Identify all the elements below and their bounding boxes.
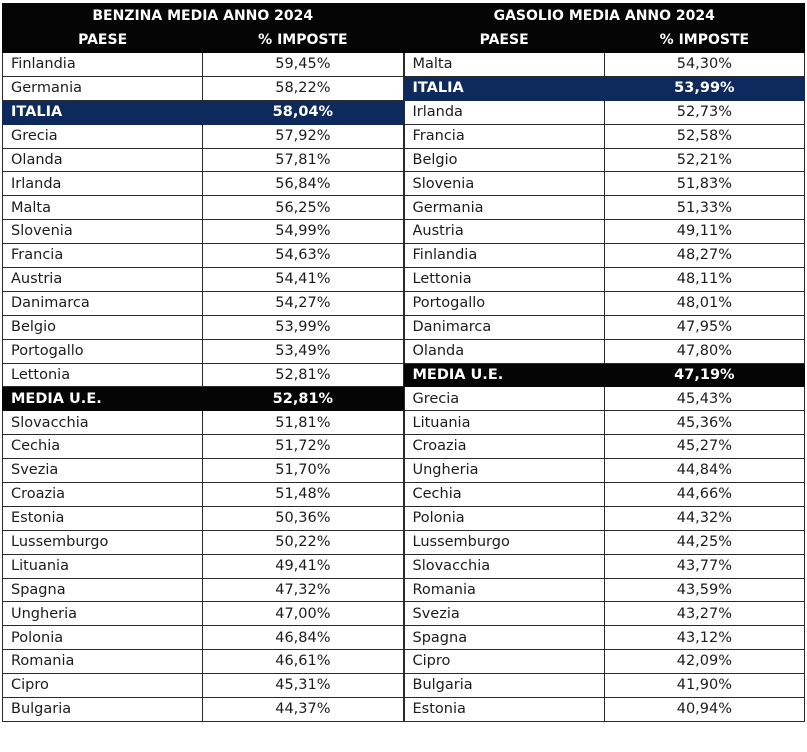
table-row bbox=[404, 268, 805, 292]
tax-percent-cell: 47,19% bbox=[604, 363, 804, 387]
tax-percent-cell: 43,12% bbox=[604, 626, 804, 650]
tax-percent-cell: 52,81% bbox=[203, 363, 403, 387]
benzina-rows bbox=[3, 53, 404, 722]
gasolio-title: GASOLIO MEDIA ANNO 2024 bbox=[404, 4, 805, 29]
table-row bbox=[3, 674, 404, 698]
table-row bbox=[404, 291, 805, 315]
tax-percent-cell: 44,32% bbox=[604, 506, 804, 530]
country-cell: Austria bbox=[3, 268, 203, 292]
country-cell: Estonia bbox=[3, 506, 203, 530]
table-row bbox=[3, 53, 404, 77]
table-row bbox=[404, 172, 805, 196]
table-row bbox=[404, 506, 805, 530]
tax-percent-cell: 44,37% bbox=[203, 698, 403, 722]
country-cell: Portogallo bbox=[3, 339, 203, 363]
country-cell: Slovenia bbox=[404, 172, 604, 196]
tax-percent-cell: 53,49% bbox=[203, 339, 403, 363]
table-row bbox=[404, 100, 805, 124]
table-row bbox=[404, 578, 805, 602]
tax-percent-cell: 51,83% bbox=[604, 172, 804, 196]
table-row bbox=[404, 602, 805, 626]
country-cell: Austria bbox=[404, 220, 604, 244]
eu-average-row bbox=[3, 387, 404, 411]
benzina-table bbox=[2, 3, 404, 722]
gasolio-table bbox=[404, 3, 806, 722]
table-row bbox=[404, 387, 805, 411]
italia-row bbox=[3, 100, 404, 124]
table-row bbox=[3, 459, 404, 483]
table-row bbox=[3, 196, 404, 220]
tax-percent-cell: 53,99% bbox=[203, 315, 403, 339]
country-cell: Danimarca bbox=[3, 291, 203, 315]
gasolio-rows bbox=[404, 53, 805, 722]
country-cell: Svezia bbox=[3, 459, 203, 483]
table-row bbox=[404, 674, 805, 698]
tax-percent-cell: 50,36% bbox=[203, 506, 403, 530]
table-row bbox=[3, 626, 404, 650]
gasolio-column-headers bbox=[404, 28, 805, 53]
table-row bbox=[404, 411, 805, 435]
table-row bbox=[404, 554, 805, 578]
table-row bbox=[404, 626, 805, 650]
table-row bbox=[404, 435, 805, 459]
table-row bbox=[404, 530, 805, 554]
tax-percent-cell: 59,45% bbox=[203, 53, 403, 77]
benzina-title: BENZINA MEDIA ANNO 2024 bbox=[3, 4, 404, 29]
country-cell: Lettonia bbox=[404, 268, 604, 292]
country-cell: Francia bbox=[3, 244, 203, 268]
table-row bbox=[3, 530, 404, 554]
tax-percent-cell: 51,72% bbox=[203, 435, 403, 459]
tax-percent-cell: 58,22% bbox=[203, 76, 403, 100]
table-row bbox=[3, 483, 404, 507]
table-row bbox=[3, 172, 404, 196]
country-cell: Bulgaria bbox=[3, 698, 203, 722]
table-row bbox=[3, 291, 404, 315]
country-cell: Irlanda bbox=[3, 172, 203, 196]
country-cell: Portogallo bbox=[404, 291, 604, 315]
tax-percent-cell: 53,99% bbox=[604, 76, 804, 100]
tax-percent-cell: 47,32% bbox=[203, 578, 403, 602]
tax-percent-cell: 56,25% bbox=[203, 196, 403, 220]
table-row bbox=[3, 435, 404, 459]
tax-percent-cell: 41,90% bbox=[604, 674, 804, 698]
tax-percent-cell: 52,73% bbox=[604, 100, 804, 124]
table-row bbox=[404, 698, 805, 722]
tax-percent-cell: 43,27% bbox=[604, 602, 804, 626]
table-row bbox=[3, 411, 404, 435]
table-row bbox=[404, 148, 805, 172]
country-cell: Cechia bbox=[404, 483, 604, 507]
table-row bbox=[3, 578, 404, 602]
country-cell: Romania bbox=[404, 578, 604, 602]
country-cell: Spagna bbox=[3, 578, 203, 602]
gasolio-col-country: PAESE bbox=[404, 28, 604, 53]
country-cell: Croazia bbox=[3, 483, 203, 507]
tax-percent-cell: 54,99% bbox=[203, 220, 403, 244]
country-cell: Lituania bbox=[3, 554, 203, 578]
country-cell: Germania bbox=[404, 196, 604, 220]
tax-percent-cell: 51,81% bbox=[203, 411, 403, 435]
tax-percent-cell: 47,80% bbox=[604, 339, 804, 363]
tax-percent-cell: 58,04% bbox=[203, 100, 403, 124]
country-cell: MEDIA U.E. bbox=[404, 363, 604, 387]
table-row bbox=[404, 339, 805, 363]
country-cell: Finlandia bbox=[404, 244, 604, 268]
country-cell: Finlandia bbox=[3, 53, 203, 77]
country-cell: Lussemburgo bbox=[3, 530, 203, 554]
tax-percent-cell: 44,66% bbox=[604, 483, 804, 507]
tax-percent-cell: 48,01% bbox=[604, 291, 804, 315]
tax-percent-cell: 51,33% bbox=[604, 196, 804, 220]
tax-comparison-document bbox=[2, 3, 805, 722]
benzina-column-headers bbox=[3, 28, 404, 53]
country-cell: Slovacchia bbox=[404, 554, 604, 578]
country-cell: Spagna bbox=[404, 626, 604, 650]
table-row bbox=[3, 339, 404, 363]
country-cell: Romania bbox=[3, 650, 203, 674]
tax-percent-cell: 49,11% bbox=[604, 220, 804, 244]
benzina-col-value: % IMPOSTE bbox=[203, 28, 403, 53]
country-cell: Estonia bbox=[404, 698, 604, 722]
gasolio-title-row bbox=[404, 4, 805, 29]
tax-percent-cell: 47,95% bbox=[604, 315, 804, 339]
tax-percent-cell: 45,31% bbox=[203, 674, 403, 698]
tax-percent-cell: 50,22% bbox=[203, 530, 403, 554]
country-cell: Lettonia bbox=[3, 363, 203, 387]
table-row bbox=[404, 196, 805, 220]
country-cell: Malta bbox=[3, 196, 203, 220]
table-row bbox=[3, 124, 404, 148]
tax-percent-cell: 46,61% bbox=[203, 650, 403, 674]
table-row bbox=[404, 483, 805, 507]
country-cell: MEDIA U.E. bbox=[3, 387, 203, 411]
eu-average-row bbox=[404, 363, 805, 387]
tax-percent-cell: 54,27% bbox=[203, 291, 403, 315]
table-row bbox=[404, 459, 805, 483]
table-row bbox=[3, 698, 404, 722]
table-row bbox=[3, 363, 404, 387]
tax-percent-cell: 57,81% bbox=[203, 148, 403, 172]
table-row bbox=[3, 244, 404, 268]
benzina-col-country: PAESE bbox=[3, 28, 203, 53]
country-cell: Lituania bbox=[404, 411, 604, 435]
tax-percent-cell: 42,09% bbox=[604, 650, 804, 674]
country-cell: Slovacchia bbox=[3, 411, 203, 435]
table-row bbox=[3, 268, 404, 292]
tax-percent-cell: 45,43% bbox=[604, 387, 804, 411]
tax-percent-cell: 51,70% bbox=[203, 459, 403, 483]
italia-row bbox=[404, 76, 805, 100]
tax-percent-cell: 54,41% bbox=[203, 268, 403, 292]
tax-percent-cell: 54,30% bbox=[604, 53, 804, 77]
tax-percent-cell: 48,27% bbox=[604, 244, 804, 268]
table-row bbox=[3, 650, 404, 674]
country-cell: Ungheria bbox=[404, 459, 604, 483]
tax-percent-cell: 40,94% bbox=[604, 698, 804, 722]
country-cell: Grecia bbox=[3, 124, 203, 148]
panels bbox=[2, 3, 805, 722]
tax-percent-cell: 47,00% bbox=[203, 602, 403, 626]
benzina-title-row bbox=[3, 4, 404, 29]
table-row bbox=[404, 220, 805, 244]
country-cell: Slovenia bbox=[3, 220, 203, 244]
tax-percent-cell: 56,84% bbox=[203, 172, 403, 196]
country-cell: Polonia bbox=[404, 506, 604, 530]
country-cell: Belgio bbox=[404, 148, 604, 172]
table-row bbox=[404, 244, 805, 268]
table-row bbox=[404, 124, 805, 148]
table-row bbox=[3, 148, 404, 172]
tax-percent-cell: 52,21% bbox=[604, 148, 804, 172]
tax-percent-cell: 54,63% bbox=[203, 244, 403, 268]
table-row bbox=[404, 53, 805, 77]
country-cell: Danimarca bbox=[404, 315, 604, 339]
country-cell: Lussemburgo bbox=[404, 530, 604, 554]
table-row bbox=[3, 554, 404, 578]
tax-percent-cell: 52,58% bbox=[604, 124, 804, 148]
table-row bbox=[404, 315, 805, 339]
country-cell: Polonia bbox=[3, 626, 203, 650]
country-cell: Grecia bbox=[404, 387, 604, 411]
gasolio-panel bbox=[404, 3, 806, 722]
country-cell: Malta bbox=[404, 53, 604, 77]
tax-percent-cell: 43,59% bbox=[604, 578, 804, 602]
country-cell: Croazia bbox=[404, 435, 604, 459]
country-cell: Svezia bbox=[404, 602, 604, 626]
table-row bbox=[3, 76, 404, 100]
tax-percent-cell: 43,77% bbox=[604, 554, 804, 578]
tax-percent-cell: 51,48% bbox=[203, 483, 403, 507]
table-row bbox=[3, 602, 404, 626]
country-cell: Olanda bbox=[3, 148, 203, 172]
table-row bbox=[3, 506, 404, 530]
country-cell: Francia bbox=[404, 124, 604, 148]
country-cell: Olanda bbox=[404, 339, 604, 363]
country-cell: Irlanda bbox=[404, 100, 604, 124]
gasolio-col-value: % IMPOSTE bbox=[604, 28, 804, 53]
tax-percent-cell: 49,41% bbox=[203, 554, 403, 578]
tax-percent-cell: 52,81% bbox=[203, 387, 403, 411]
tax-percent-cell: 48,11% bbox=[604, 268, 804, 292]
table-row bbox=[3, 220, 404, 244]
country-cell: Ungheria bbox=[3, 602, 203, 626]
country-cell: Cipro bbox=[404, 650, 604, 674]
benzina-panel bbox=[2, 3, 404, 722]
country-cell: ITALIA bbox=[3, 100, 203, 124]
country-cell: ITALIA bbox=[404, 76, 604, 100]
country-cell: Germania bbox=[3, 76, 203, 100]
tax-percent-cell: 44,84% bbox=[604, 459, 804, 483]
tax-percent-cell: 57,92% bbox=[203, 124, 403, 148]
tax-percent-cell: 44,25% bbox=[604, 530, 804, 554]
country-cell: Cechia bbox=[3, 435, 203, 459]
tax-percent-cell: 45,27% bbox=[604, 435, 804, 459]
country-cell: Cipro bbox=[3, 674, 203, 698]
tax-percent-cell: 45,36% bbox=[604, 411, 804, 435]
table-row bbox=[404, 650, 805, 674]
tax-percent-cell: 46,84% bbox=[203, 626, 403, 650]
table-row bbox=[3, 315, 404, 339]
country-cell: Bulgaria bbox=[404, 674, 604, 698]
country-cell: Belgio bbox=[3, 315, 203, 339]
